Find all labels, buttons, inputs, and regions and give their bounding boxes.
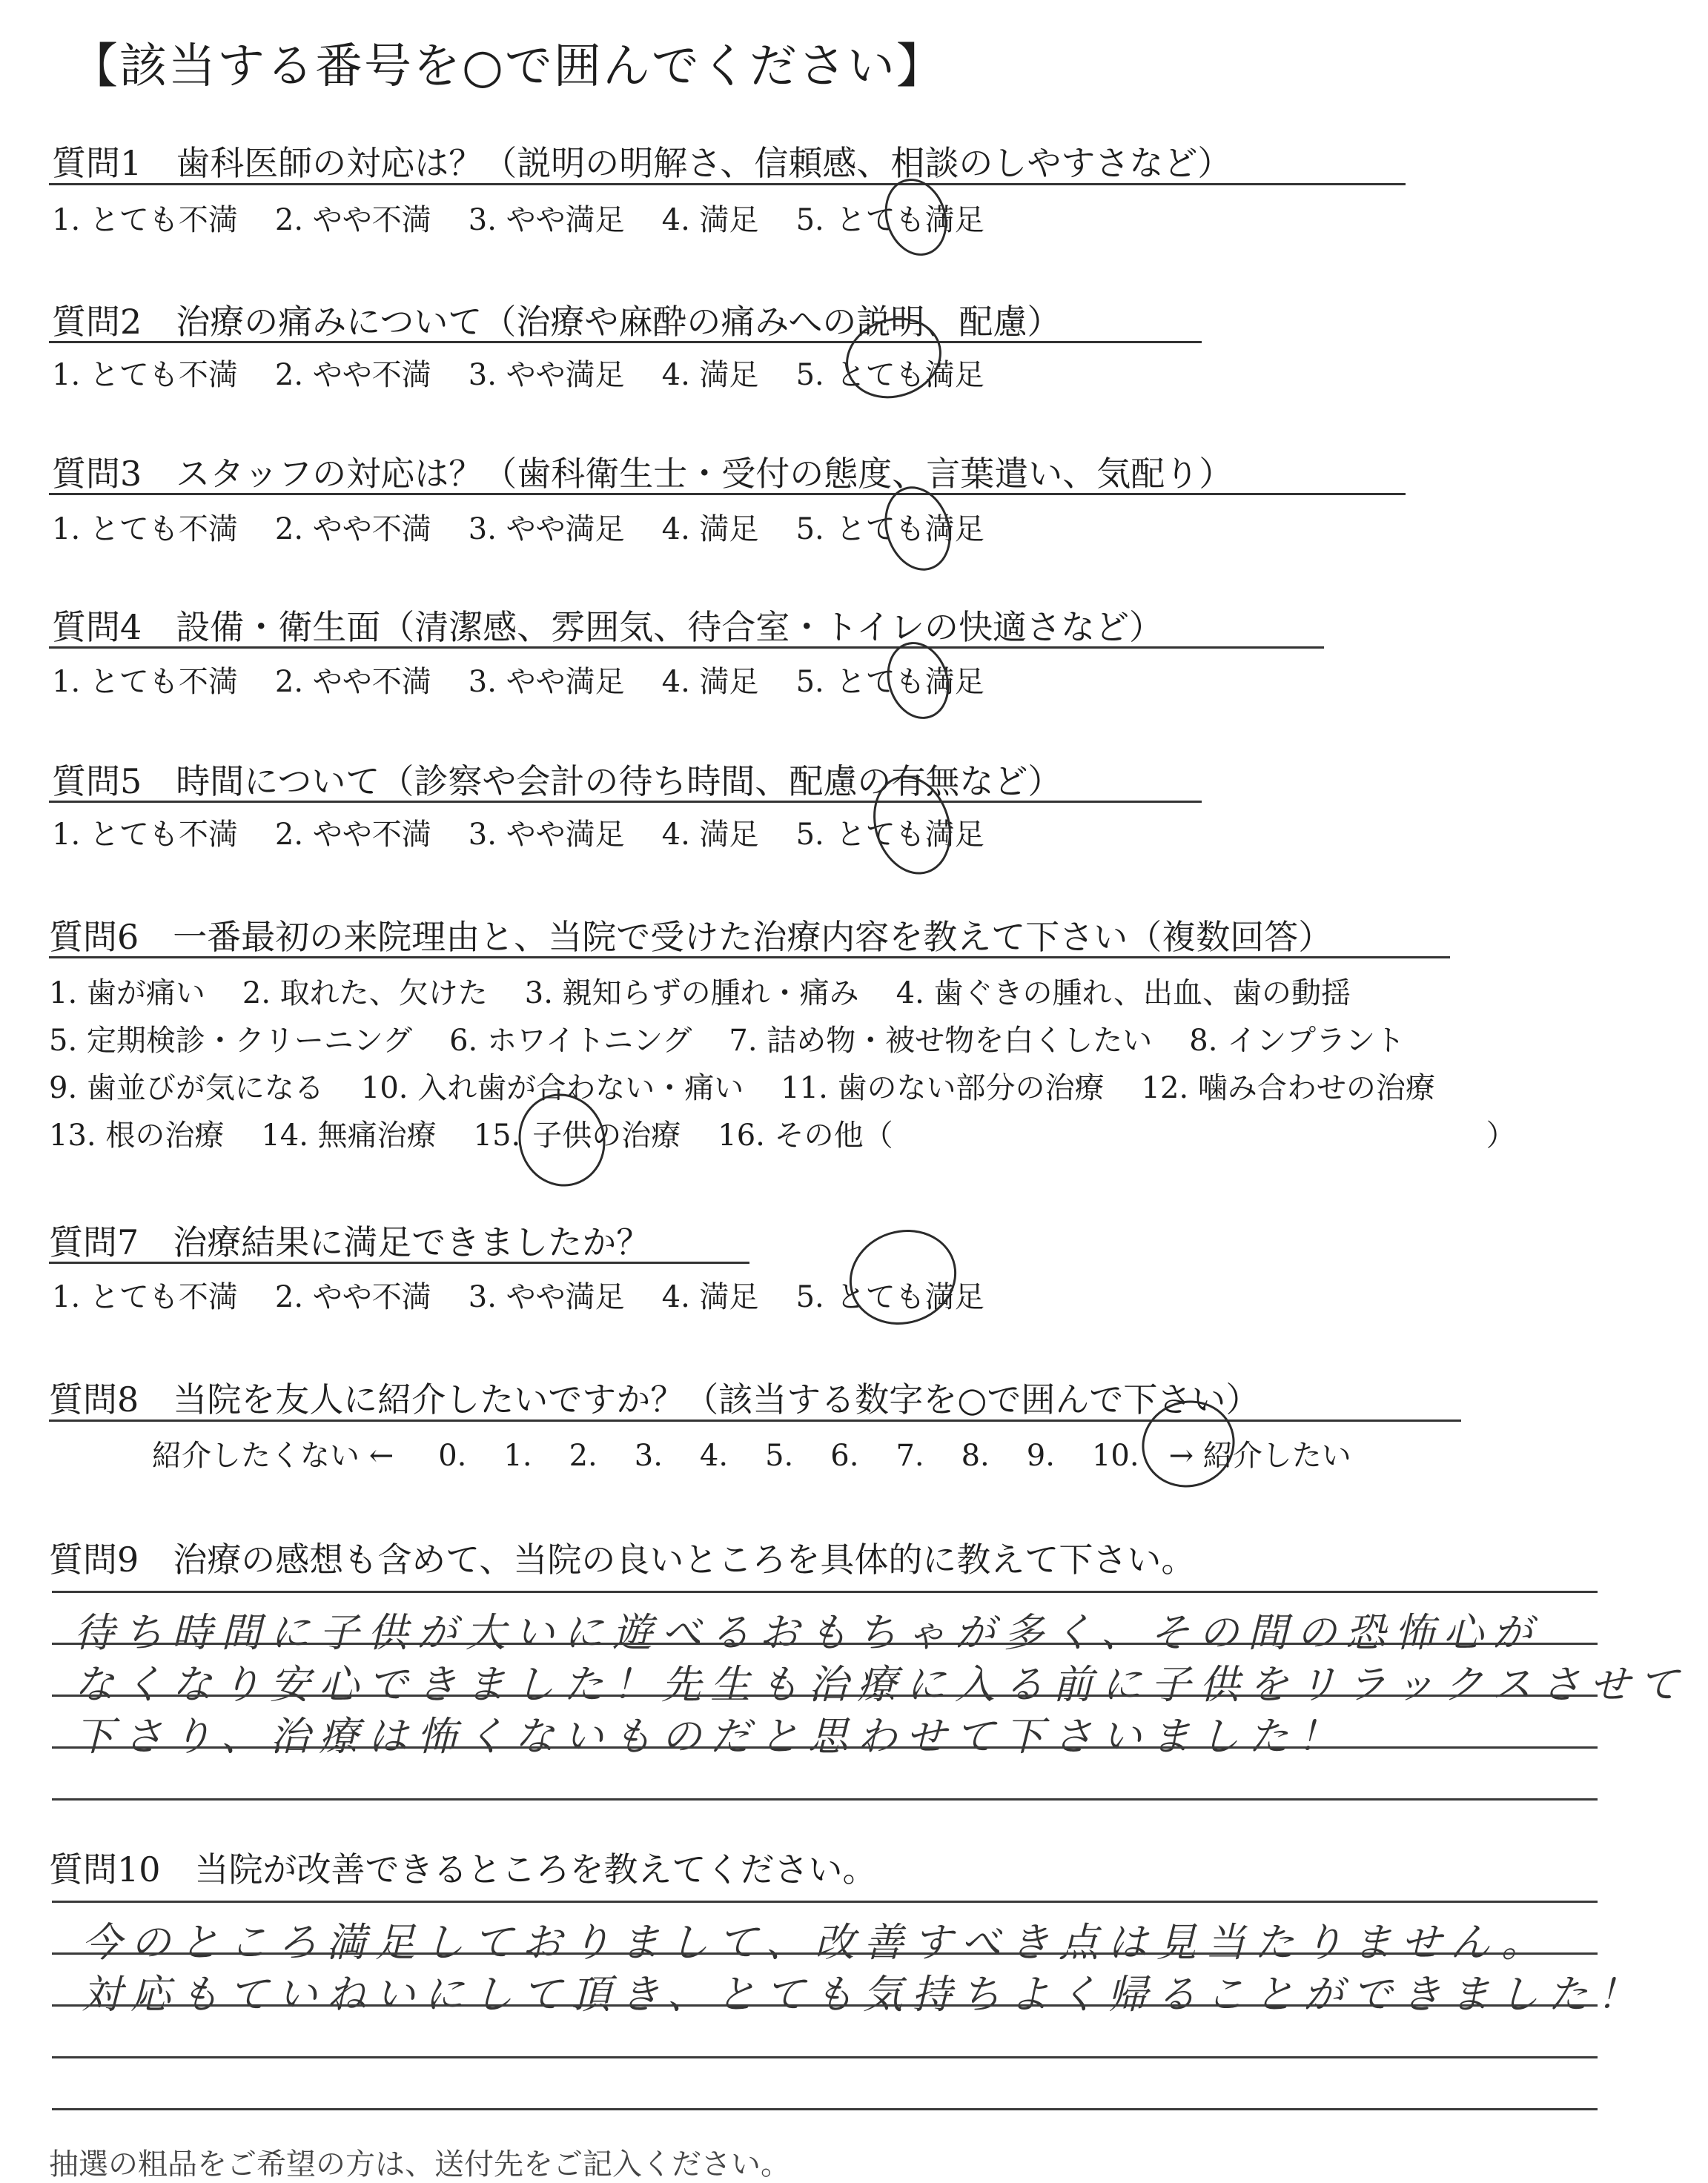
q5-underline xyxy=(49,801,1202,803)
q9-answer-line-3: 下さり、治療は怖くないものだと思わせて下さいました！ xyxy=(74,1713,1346,1760)
q1-option-4[interactable]: 4. 満足 xyxy=(661,203,759,237)
q3-options xyxy=(52,506,1022,548)
q10-line-2 xyxy=(52,2004,1598,2007)
q6-option-7[interactable]: 7. 詰め物・被せ物を白くしたい xyxy=(729,1024,1153,1058)
q2-option-3[interactable]: 3. やや満足 xyxy=(468,358,625,392)
q7-underline xyxy=(49,1262,749,1264)
q8-title: 質問8 当院を友人に紹介したいですか？（該当する数字を○で囲んで下さい） xyxy=(49,1379,1260,1420)
q5-title: 質問5 時間について（診察や会計の待ち時間、配慮の有無など） xyxy=(52,761,1062,801)
q10-title: 質問10 当院が改善できるところを教えてください。 xyxy=(49,1849,877,1889)
q6-option-12[interactable]: 12. 噛み合わせの治療 xyxy=(1141,1071,1435,1105)
q4-option-5-label: とても満足 xyxy=(835,665,984,699)
q8-option-3[interactable]: 3. xyxy=(634,1439,663,1473)
q6-option-16[interactable]: 16. その他（ xyxy=(718,1119,893,1153)
q10-line-1 xyxy=(52,1952,1598,1955)
q7-option-5-label: とても満足 xyxy=(835,1280,984,1314)
q7-option-5[interactable]: 5. xyxy=(795,1280,824,1314)
q2-underline xyxy=(49,341,1202,343)
q6-row-4 xyxy=(49,1112,1553,1154)
q4-option-4[interactable]: 4. 満足 xyxy=(661,665,759,699)
q3-option-3[interactable]: 3. やや満足 xyxy=(468,512,625,546)
q1-option-1[interactable]: 1. とても不満 xyxy=(52,203,238,237)
q10-answer-line-1: 今のところ満足しておりまして、改善すべき点は見当たりません。 xyxy=(82,1919,1551,1966)
q6-option-9[interactable]: 9. 歯並びが気になる xyxy=(49,1071,324,1105)
q6-option-13[interactable]: 13. 根の治療 xyxy=(49,1119,225,1153)
q3-option-1[interactable]: 1. とても不満 xyxy=(52,512,238,546)
q5-option-2[interactable]: 2. やや不満 xyxy=(274,818,431,852)
q1-underline xyxy=(49,183,1406,185)
form-header-title: 【該当する番号を○で囲んでください】 xyxy=(70,39,945,94)
q6-option-15[interactable]: 15. xyxy=(473,1119,521,1153)
q8-right-label: → 紹介したい xyxy=(1168,1439,1351,1473)
q6-option-2[interactable]: 2. 取れた、欠けた xyxy=(242,976,488,1010)
q9-answer-line-2: なくなり安心できました！先生も治療に入る前に子供をリラックスさせて xyxy=(74,1661,1688,1708)
q8-option-4[interactable]: 4. xyxy=(699,1439,729,1473)
q6-option-11[interactable]: 11. 歯のない部分の治療 xyxy=(781,1071,1105,1105)
q1-options xyxy=(52,196,1022,239)
q6-option-4[interactable]: 4. 歯ぐきの腫れ、出血、歯の動揺 xyxy=(896,976,1351,1010)
q9-line-4 xyxy=(52,1798,1598,1801)
q8-option-1[interactable]: 1. xyxy=(503,1439,532,1473)
q6-row-2 xyxy=(49,1017,1442,1059)
q4-option-1[interactable]: 1. とても不満 xyxy=(52,665,238,699)
q8-option-8[interactable]: 8. xyxy=(961,1439,990,1473)
q6-underline xyxy=(49,956,1450,958)
q1-option-5[interactable]: 5. xyxy=(795,203,824,237)
q7-title: 質問7 治療結果に満足できましたか？ xyxy=(49,1222,651,1262)
q9-line-2 xyxy=(52,1695,1598,1697)
q2-option-5[interactable]: 5. xyxy=(795,358,824,392)
q5-option-5[interactable]: 5. xyxy=(795,818,824,852)
q10-answer-line-2: 対応もていねいにして頂き、とても気持ちよく帰ることができました！ xyxy=(82,1971,1646,2018)
q9-answer-line-1: 待ち時間に子供が大いに遊べるおもちゃが多く、その間の恐怖心が xyxy=(74,1609,1541,1656)
q5-option-4[interactable]: 4. 満足 xyxy=(661,818,759,852)
q2-option-5-label: とても満足 xyxy=(835,358,984,392)
q6-option-3[interactable]: 3. 親知らずの腫れ・痛み xyxy=(524,976,859,1010)
q5-option-1[interactable]: 1. とても不満 xyxy=(52,818,238,852)
q7-option-3[interactable]: 3. やや満足 xyxy=(468,1280,625,1314)
q9-line-top xyxy=(52,1591,1598,1593)
q8-underline xyxy=(49,1420,1461,1422)
q8-option-9[interactable]: 9. xyxy=(1026,1439,1055,1473)
q3-title: 質問3 スタッフの対応は？（歯科衛生士・受付の態度、言葉遣い、気配り） xyxy=(52,454,1234,494)
q6-other-close-paren: ） xyxy=(1486,1119,1516,1153)
q8-option-7[interactable]: 7. xyxy=(896,1439,924,1473)
q4-option-2[interactable]: 2. やや不満 xyxy=(274,665,431,699)
q6-row-3 xyxy=(49,1064,1472,1107)
q6-row-1 xyxy=(49,970,1388,1012)
q3-option-5-label: とても満足 xyxy=(835,512,984,546)
q8-option-2[interactable]: 2. xyxy=(569,1439,598,1473)
q7-option-2[interactable]: 2. やや不満 xyxy=(274,1280,431,1314)
q6-title: 質問6 一番最初の来院理由と、当院で受けた治療内容を教えて下さい（複数回答） xyxy=(49,917,1333,957)
q7-answer-circle xyxy=(837,1216,969,1339)
q3-option-4[interactable]: 4. 満足 xyxy=(661,512,759,546)
q2-option-4[interactable]: 4. 満足 xyxy=(661,358,759,392)
q4-option-3[interactable]: 3. やや満足 xyxy=(468,665,625,699)
q9-title: 質問9 治療の感想も含めて、当院の良いところを具体的に教えて下さい。 xyxy=(49,1540,1196,1580)
q10-line-3 xyxy=(52,2056,1598,2058)
q10-line-4 xyxy=(52,2108,1598,2110)
q3-option-5[interactable]: 5. xyxy=(795,512,824,546)
q2-option-2[interactable]: 2. やや不満 xyxy=(274,358,431,392)
q3-option-2[interactable]: 2. やや不満 xyxy=(274,512,431,546)
q8-option-5[interactable]: 5. xyxy=(765,1439,794,1473)
q10-line-top xyxy=(52,1901,1598,1903)
q6-option-15-label: 子供の治療 xyxy=(532,1119,681,1153)
q5-option-3[interactable]: 3. やや満足 xyxy=(468,818,625,852)
q6-option-14[interactable]: 14. 無痛治療 xyxy=(261,1119,437,1153)
q8-option-6[interactable]: 6. xyxy=(830,1439,859,1473)
q2-title: 質問2 治療の痛みについて（治療や麻酔の痛みへの説明、配慮） xyxy=(52,302,1062,342)
footer-cutoff-text: 抽選の粗品をご希望の方は、送付先をご記入ください。 xyxy=(49,2147,790,2182)
q1-option-3[interactable]: 3. やや満足 xyxy=(468,203,625,237)
q9-line-3 xyxy=(52,1746,1598,1749)
q4-underline xyxy=(49,646,1324,649)
q6-option-5[interactable]: 5. 定期検診・クリーニング xyxy=(49,1024,413,1058)
q6-option-1[interactable]: 1. 歯が痛い xyxy=(49,976,205,1010)
q6-option-8[interactable]: 8. インプラント xyxy=(1189,1024,1406,1058)
q6-option-10[interactable]: 10. 入れ歯が合わない・痛い xyxy=(360,1071,744,1105)
q4-option-5[interactable]: 5. xyxy=(795,665,824,699)
q2-option-1[interactable]: 1. とても不満 xyxy=(52,358,238,392)
q8-option-0[interactable]: 0. xyxy=(438,1439,467,1473)
q7-option-4[interactable]: 4. 満足 xyxy=(661,1280,759,1314)
q7-option-1[interactable]: 1. とても不満 xyxy=(52,1280,238,1314)
q4-title: 質問4 設備・衛生面（清潔感、雰囲気、待合室・トイレの快適さなど） xyxy=(52,607,1163,647)
q4-options xyxy=(52,658,1022,700)
q9-line-1 xyxy=(52,1643,1598,1645)
q1-title: 質問1 歯科医師の対応は？（説明の明解さ、信頼感、相談のしやすさなど） xyxy=(52,143,1232,183)
q5-option-5-label: とても満足 xyxy=(835,818,984,852)
q8-left-label: 紹介したくない ← xyxy=(152,1439,394,1473)
q8-option-10[interactable]: 10. xyxy=(1091,1439,1139,1473)
q6-option-6[interactable]: 6. ホワイトニング xyxy=(449,1024,692,1058)
q1-option-5-label: とても満足 xyxy=(835,203,984,237)
q3-underline xyxy=(49,493,1406,495)
q1-option-2[interactable]: 2. やや不満 xyxy=(274,203,431,237)
